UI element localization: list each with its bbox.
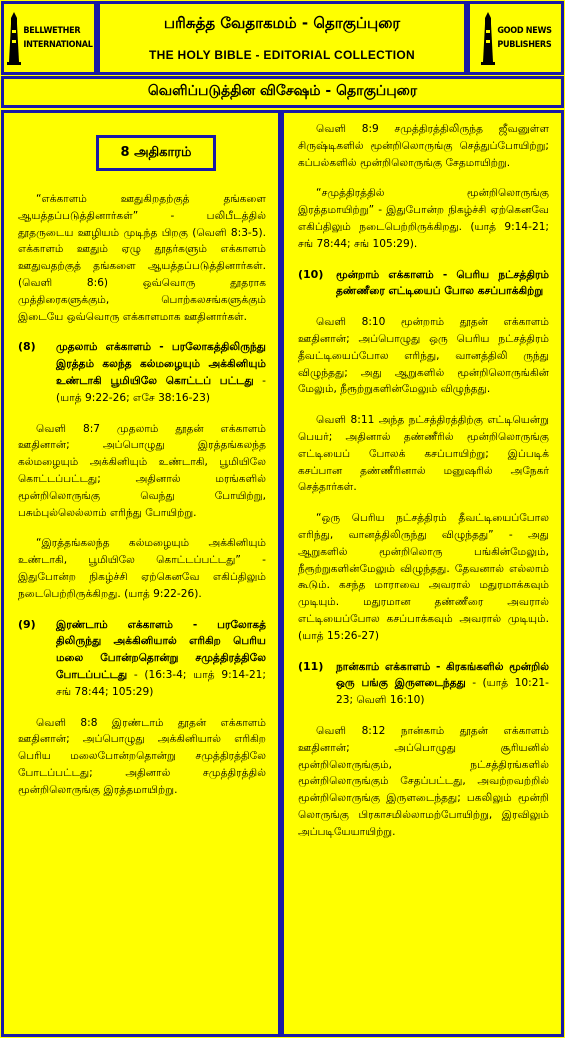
- chapter-label-text: 8 அதிகாரம்: [120, 145, 192, 160]
- commentary-paragraph: “சமுத்திரத்தில் மூன்றிலொருங்கு இரத்தமாயிற்று” - இதுபோன்ற நிகழ்ச்சி ஏற்கெனவே எகிப்திலும் நடைபெற்றிருக்கிறது. (யாத் 9:14-21; சங் 78:44; சங் 105:29).: [298, 187, 549, 250]
- section-number: (9): [18, 617, 36, 631]
- section-heading: மூன்றாம் எக்காளம் - பெரிய நட்சத்திரம் தண்ணீரை எட்டியைப் போல கசப்பாக்கிற்று: [336, 268, 549, 298]
- section-heading: முதலாம் எக்காளம் - பரலோகத்திலிருந்து இரத்தம் கலந்த கல்மழையும் அக்கினியும் உண்டாகி பூமியிலே கொட்டப் பட்டது: [56, 341, 266, 387]
- header-title-box: [97, 1, 467, 75]
- section-heading: இரண்டாம் எக்காளம் - பரலோகத் திலிருந்து அக்கினியால் எரிகிற பெரிய மலை போன்றதொன்று சமுத்திரத்திலே போடப்பட்டது: [56, 618, 266, 681]
- logo-line-2: INTERNATIONAL: [23, 40, 93, 50]
- verse-paragraph: வெளி 8:10 மூன்றாம் தூதன் எக்காளம் ஊதினான்; அப்பொழுது ஒரு பெரிய நட்சத்திரம் தீவட்டியைப்போல எரிந்து, வானத்திலி ருந்து விழுந்தது; அது ஆறுகளில் மூன்றிலொருங்கின் மேலும், நீரூற்றுகளின்மேலும் விழுந்தது.: [298, 316, 549, 396]
- section-reference: - (16:3-4; யாத் 9:14-21; சங் 78:44; 105:29): [56, 668, 266, 698]
- book-banner: [1, 76, 564, 108]
- bellwether-logo: [1, 1, 97, 75]
- right-column: [281, 110, 564, 1037]
- section-9: [18, 617, 266, 701]
- section-8: [18, 339, 266, 406]
- section-number: (11): [298, 659, 324, 673]
- page-title-tamil: பரிசுத்த வேதாகமம் - தொகுப்புரை: [163, 14, 401, 32]
- lighthouse-icon: [479, 10, 497, 66]
- book-banner-text: வெளிப்படுத்தின விசேஷம் - தொகுப்புரை: [147, 83, 418, 99]
- section-10: [298, 267, 549, 301]
- section-heading: நான்காம் எக்காளம் - கிரகங்களில் மூன்றில் ஒரு பங்கு இருளடைந்தது: [336, 660, 549, 690]
- page-title-english: THE HOLY BIBLE - EDITORIAL COLLECTION: [148, 48, 415, 62]
- logo-line-2: PUBLISHERS: [497, 40, 552, 50]
- commentary-paragraph: “இரத்தங்கலந்த கல்மழையும் அக்கினியும் உண்டாகி, பூமியிலே கொட்டப்பட்டது” - இதுபோன்ற நிகழ்ச்சி ஏற்கெனவே எகிப்திலும் நடைபெற்றிருக்கிறது. (யாத் 9:22-26).: [18, 537, 266, 600]
- section-number: (10): [298, 267, 324, 281]
- logo-line-1: BELLWETHER: [23, 26, 81, 36]
- lighthouse-icon: [5, 10, 23, 66]
- verse-paragraph: வெளி 8:12 நான்காம் தூதன் எக்காளம் ஊதினான்; அப்பொழுது சூரியனில் மூன்றிலொருங்கும், நட்சத்திரங்களில் மூன்றிலொருங்கும் சேதப்பட்டது, அவற்றவற்றில் மூன்றிலொருங்கு இருளடைந்தது; பகலிலும் மூன்றி லொருங்கு பிரகாசமில்லாமற்போயிற்று, இரவிலும் அப்படியேயாயிற்று.: [298, 724, 549, 838]
- section-number: (8): [18, 340, 36, 354]
- intro-paragraph: “எக்காளம் ஊதுகிறதற்குத் தங்களை ஆயத்தப்படுத்தினார்கள்” - பலிபீடத்தில் தூதருடைய ஊழியம் முடிந்த பிறகு (வெளி 8:3-5). எக்காளம் ஊதும் ஏழு தூதர்களும் எக்காளம் ஊதுவதற்குத் தங்களை ஆயத்தப்படுத்தினார்கள். (வெளி 8:6) ஒவ்வொரு தூதராக முத்திரைகளுக்கும், பொற்கலசங்களுக்கும் இடையே ஒவ்வொரு எக்காளமாக ஊதினார்கள்.: [18, 193, 266, 323]
- verse-paragraph: வெளி 8:11 அந்த நட்சத்திரத்திற்கு எட்டியென்று பெயர்; அதினால் தண்ணீரில் மூன்றிலொருங்கு எட்டியைப் போலக் கசப்பாயிற்று; இப்படிக் கசப்பான தண்ணீரினால் மனுஷரில் அநேகர் செத்தார்கள்.: [298, 414, 549, 494]
- section-reference: - (யாத் 9:22-26; எசே 38:16-23): [56, 374, 266, 404]
- logo-line-1: GOOD NEWS: [497, 26, 552, 36]
- left-column: [1, 110, 281, 1037]
- section-reference: - (யாத் 10:21-23; வெளி 16:10): [336, 677, 549, 707]
- chapter-label: [96, 135, 216, 171]
- verse-paragraph: வெளி 8:9 சமுத்திரத்திலிருந்த ஜீவனுள்ள சிருஷ்டிகளில் மூன்றிலொருங்கு செத்துப்போயிற்று; கப்பல்களில் மூன்றிலொருங்கு சேதமாயிற்று.: [298, 123, 549, 169]
- verse-paragraph: வெளி 8:7 முதலாம் தூதன் எக்காளம் ஊதினான்; அப்பொழுது இரத்தங்கலந்த கல்மழையும் அக்கினியும் உண்டாகி, பூமியிலே கொட்டப்பட்டது; அதினால் மரங்களில் மூன்றிலொருங்கு வெந்து போயிற்று, பசும்புல்லெல்லாம் எரிந்து போயிற்று.: [18, 422, 266, 519]
- good-news-logo: [467, 1, 564, 75]
- verse-paragraph: வெளி 8:8 இரண்டாம் தூதன் எக்காளம் ஊதினான்; அப்பொழுது அக்கினியால் எரிகிற பெரிய மலைபோன்றதொன்று சமுத்திரத்திலே போடப்பட்டது; அதினால் சமுத்திரத்தில் மூன்றிலொருங்கு இரத்தமாயிற்று.: [18, 716, 266, 796]
- section-11: [298, 659, 549, 709]
- commentary-paragraph: “ஒரு பெரிய நட்சத்திரம் தீவட்டியைப்போல எரிந்து, வானத்திலிருந்து விழுந்தது” - அது ஆறுகளில் மூன்றிலொரு பங்கின்மேலும், நீரூற்றுகளின்மேலும் விழுந்தது. தேவனால் எல்லாம் கூடும். கசந்த மாராவை அவரால் மதுரமாக்கவும் முடியும். மதுரமான தண்ணீரை அவரால் எட்டியைப்போல கசப்பாக்கவும் அவரால் முடியும். (யாத் 15:26-27): [298, 512, 549, 642]
